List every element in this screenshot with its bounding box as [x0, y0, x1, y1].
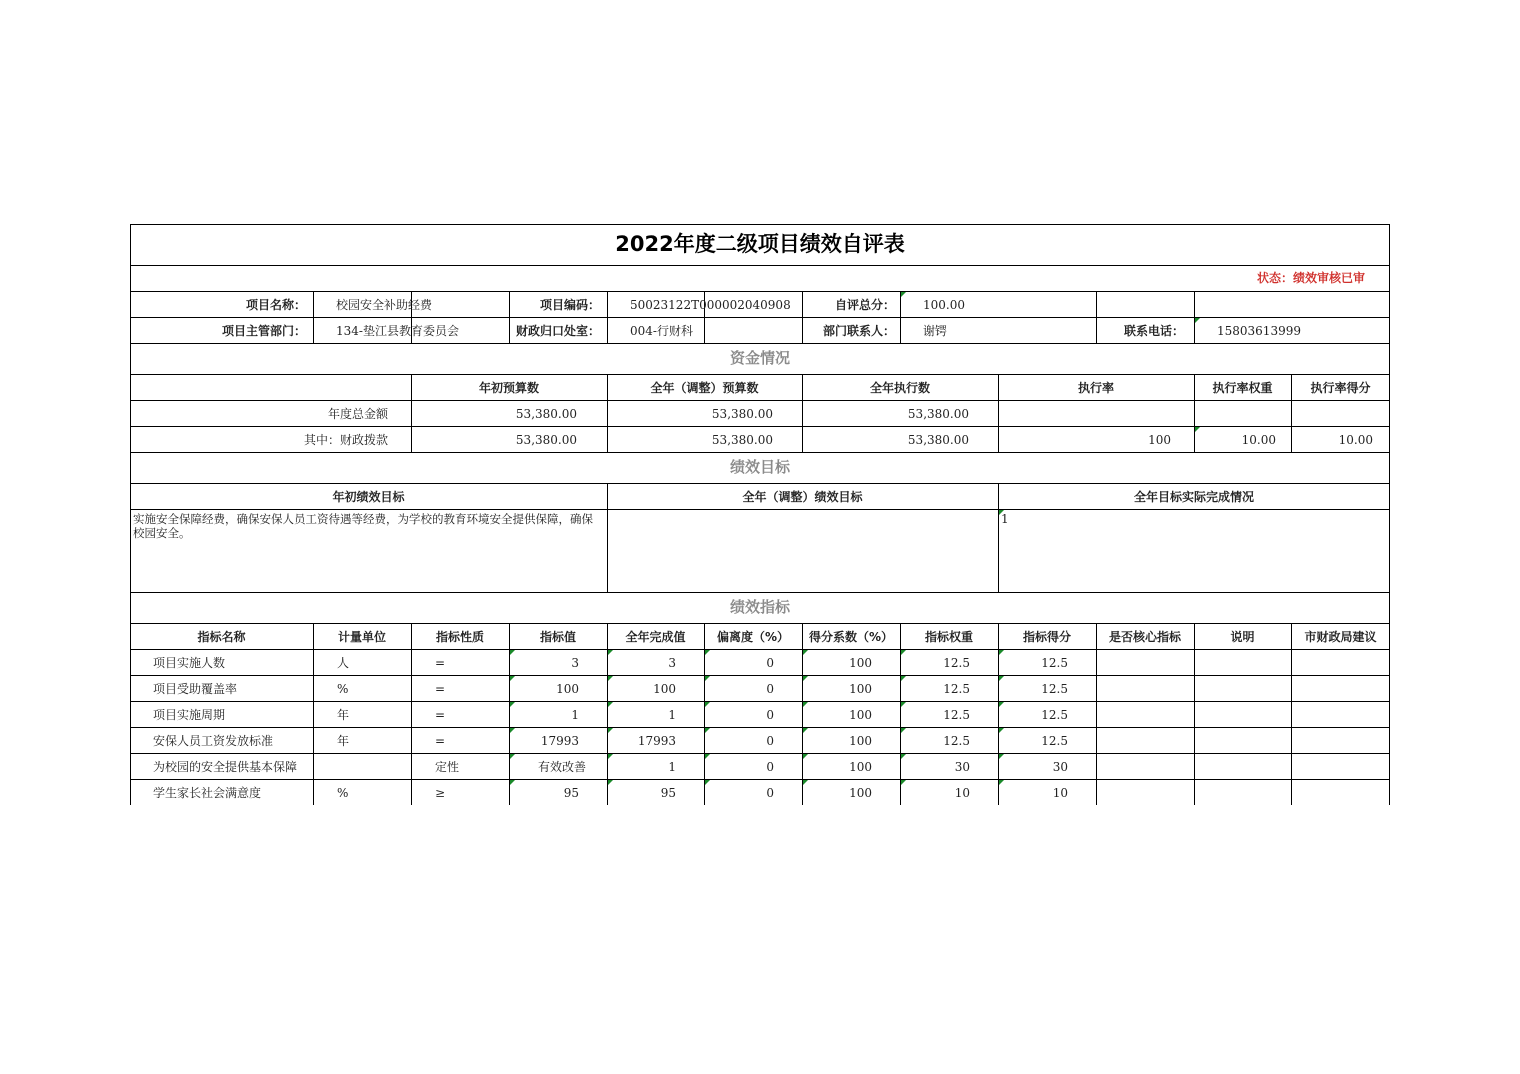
ind-header-done: 全年完成值 [625, 630, 686, 644]
project-code-value: 50023122T000002040908 [630, 298, 791, 312]
ind-weight-cell: 12.5 [943, 656, 970, 670]
ind-name-cell: 项目受助覆盖率 [153, 682, 238, 696]
phone-label: 联系电话： [1123, 324, 1184, 338]
funds-row-weight [1194, 401, 1276, 426]
ind-nature-cell: = [435, 734, 446, 748]
goals-initial-text: 实施安全保障经费，确保安保人员工资待遇等经费，为学校的教育环境安全提供保障，确保校园安全。 [133, 512, 593, 540]
ind-deviation-cell: 0 [766, 656, 774, 670]
contact-value: 谢锷 [923, 324, 948, 338]
ind-score-cell: 12.5 [1041, 682, 1068, 696]
ind-header-deviation: 偏离度（%） [716, 630, 790, 644]
ind-name-cell: 安保人员工资发放标准 [153, 734, 274, 748]
funds-row-initial: 53,380.00 [515, 407, 577, 421]
goals-section-title: 绩效目标 [729, 458, 790, 476]
ind-unit-cell: 年 [337, 734, 350, 748]
ind-target-cell: 有效改善 [538, 760, 587, 774]
funds-header-score: 执行率得分 [1310, 381, 1371, 395]
funds-row-rate [998, 401, 1171, 426]
goals-header-adjusted: 全年（调整）绩效目标 [742, 490, 863, 504]
ind-weight-cell: 12.5 [943, 734, 970, 748]
ind-deviation-cell: 0 [766, 760, 774, 774]
ind-header-score: 指标得分 [1022, 630, 1071, 644]
ind-done-cell: 1 [668, 760, 676, 774]
project-code-label: 项目编码： [539, 298, 600, 312]
funds-row-label: 其中：财政拨款 [303, 433, 388, 447]
ind-deviation-cell: 0 [766, 682, 774, 696]
grid-line [802, 291, 803, 344]
ind-nature-cell: 定性 [435, 760, 460, 774]
dept-value: 134-垫江县教育委员会 [336, 324, 459, 338]
ind-header-name: 指标名称 [197, 630, 246, 644]
ind-header-target: 指标值 [539, 630, 576, 644]
funds-row-score: 10.00 [1338, 433, 1373, 447]
funds-row-score [1291, 401, 1373, 426]
indicators-section-title: 绩效指标 [729, 598, 790, 616]
ind-unit-cell: 人 [337, 656, 350, 670]
ind-target-cell: 100 [556, 682, 579, 696]
ind-weight-cell: 10 [954, 786, 970, 800]
funds-header-initial: 年初预算数 [478, 381, 539, 395]
ind-header-nature: 指标性质 [435, 630, 484, 644]
ind-weight-cell: 30 [954, 760, 970, 774]
ind-weight-cell: 12.5 [943, 682, 970, 696]
ind-deviation-cell: 0 [766, 786, 774, 800]
cell-comment-marker [510, 754, 515, 759]
ind-target-cell: 3 [571, 656, 579, 670]
ind-coef-cell: 100 [849, 682, 872, 696]
status-label: 状态：绩效审核已审 [1256, 271, 1365, 285]
grid-line [1096, 623, 1097, 805]
ind-done-cell: 100 [653, 682, 676, 696]
ind-target-cell: 95 [563, 786, 579, 800]
grid-line [411, 623, 412, 805]
ind-nature-cell: ≥ [435, 786, 446, 800]
ind-weight-cell: 12.5 [943, 708, 970, 722]
funds-row-adjusted: 53,380.00 [711, 433, 773, 447]
grid-line [900, 291, 901, 344]
ind-coef-cell: 100 [849, 656, 872, 670]
goals-header-initial: 年初绩效目标 [332, 490, 405, 504]
grid-line [1194, 623, 1195, 805]
funds-row-executed: 53,380.00 [907, 407, 969, 421]
ind-deviation-cell: 0 [766, 708, 774, 722]
self-evaluation-sheet [130, 224, 1390, 804]
finance-office-value: 004-行财科 [630, 324, 693, 338]
goals-adjusted-text [607, 510, 998, 592]
ind-header-advice: 市财政局建议 [1304, 630, 1377, 644]
ind-coef-cell: 100 [849, 734, 872, 748]
funds-row-initial: 53,380.00 [515, 433, 577, 447]
ind-name-cell: 为校园的安全提供基本保障 [153, 760, 298, 774]
grid-line [313, 291, 314, 344]
ind-header-note: 说明 [1230, 630, 1255, 644]
funds-row-label: 年度总金额 [327, 407, 388, 421]
goals-actual-text: 1 [1001, 512, 1009, 526]
grid-line [1096, 291, 1097, 344]
ind-score-cell: 10 [1052, 786, 1068, 800]
contact-label: 部门联系人： [822, 324, 895, 338]
ind-done-cell: 3 [668, 656, 676, 670]
ind-header-unit: 计量单位 [337, 630, 386, 644]
ind-nature-cell: = [435, 682, 446, 696]
cell-comment-marker [901, 292, 906, 297]
ind-unit-cell [337, 754, 409, 779]
goals-header-actual: 全年目标实际完成情况 [1133, 490, 1254, 504]
funds-row-weight: 10.00 [1241, 433, 1276, 447]
ind-coef-cell: 100 [849, 786, 872, 800]
grid-line [1291, 623, 1292, 805]
grid-line [607, 291, 608, 344]
ind-unit-cell: 年 [337, 708, 350, 722]
grid-line [313, 623, 314, 805]
finance-office-label: 财政归口处室： [515, 324, 600, 338]
funds-row-adjusted: 53,380.00 [711, 407, 773, 421]
ind-done-cell: 17993 [637, 734, 676, 748]
ind-header-coef: 得分系数（%） [808, 630, 894, 644]
funds-section-title: 资金情况 [729, 349, 790, 367]
cell-comment-marker [1195, 318, 1200, 323]
funds-row-rate: 100 [1148, 433, 1171, 447]
funds-header-weight: 执行率权重 [1212, 381, 1273, 395]
ind-nature-cell: = [435, 656, 446, 670]
phone-value: 15803613999 [1217, 324, 1301, 338]
funds-header-adjusted: 全年（调整）预算数 [650, 381, 759, 395]
ind-score-cell: 12.5 [1041, 656, 1068, 670]
funds-row-executed: 53,380.00 [907, 433, 969, 447]
ind-target-cell: 17993 [540, 734, 579, 748]
dept-label: 项目主管部门： [221, 324, 306, 338]
self-score-value: 100.00 [923, 298, 965, 312]
sheet-title: 2022年度二级项目绩效自评表 [615, 232, 905, 256]
ind-name-cell: 项目实施人数 [153, 656, 226, 670]
project-name-label: 项目名称： [245, 298, 306, 312]
ind-done-cell: 95 [660, 786, 676, 800]
ind-header-core: 是否核心指标 [1108, 630, 1181, 644]
project-name-value: 校园安全补助经费 [336, 298, 433, 312]
ind-name-cell: 学生家长社会满意度 [153, 786, 262, 800]
ind-score-cell: 12.5 [1041, 734, 1068, 748]
ind-unit-cell: % [337, 682, 349, 696]
ind-coef-cell: 100 [849, 708, 872, 722]
ind-header-weight: 指标权重 [924, 630, 973, 644]
ind-name-cell: 项目实施周期 [153, 708, 226, 722]
ind-score-cell: 12.5 [1041, 708, 1068, 722]
ind-deviation-cell: 0 [766, 734, 774, 748]
ind-coef-cell: 100 [849, 760, 872, 774]
self-score-label: 自评总分： [834, 298, 895, 312]
ind-score-cell: 30 [1052, 760, 1068, 774]
ind-target-cell: 1 [571, 708, 579, 722]
funds-header-executed: 全年执行数 [869, 381, 930, 395]
ind-unit-cell: % [337, 786, 349, 800]
funds-header-rate: 执行率 [1077, 381, 1114, 395]
ind-done-cell: 1 [668, 708, 676, 722]
ind-nature-cell: = [435, 708, 446, 722]
